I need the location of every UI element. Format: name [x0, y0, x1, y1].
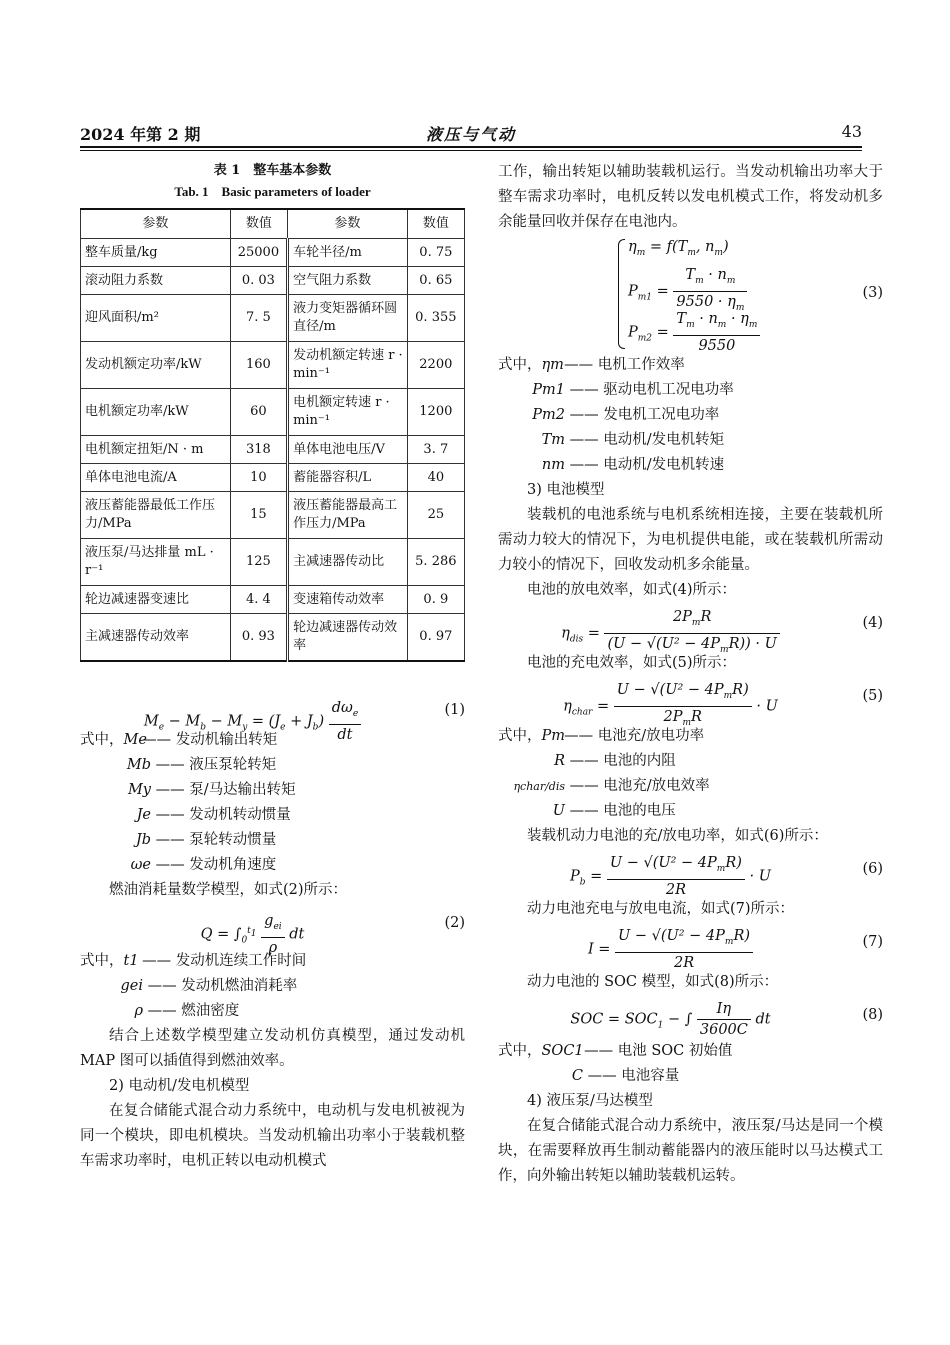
definition-item: gei —— 发动机燃油消耗率	[120, 978, 298, 994]
table-cell: 单体电池电压/V	[288, 436, 408, 464]
table-cell: 发动机额定功率/kW	[81, 342, 231, 389]
equation-8-formula: SOC = $SOC_1$ − ∫ $\frac{I\eta}{3600C}$ dt	[570, 1001, 771, 1038]
table-row	[81, 539, 465, 586]
equation-4-number: (4)	[862, 615, 883, 631]
issue-label: 2024 年第 2 期	[80, 125, 201, 144]
charge-intro: 电池的充电效率，如式(5)所示：	[527, 655, 737, 671]
table-cell: 电机额定功率/kW	[81, 389, 231, 436]
definition-item: nm —— 电动机/发电机转速	[541, 457, 725, 473]
equation-7-formula: I = $\frac{U - √(U^2 - 4P_mR)}{2R}$	[498, 926, 843, 973]
table-row	[81, 436, 465, 464]
table-cell: 15	[230, 492, 287, 539]
header-rule	[80, 146, 862, 148]
table-row	[81, 295, 465, 342]
discharge-intro: 电池的放电效率，如式(4)所示：	[527, 582, 737, 598]
definitions-1	[80, 728, 465, 878]
definition-item: Pm2 —— 发电机工况电功率	[532, 407, 720, 423]
table-cell: 0. 97	[407, 614, 464, 662]
section-heading: 4) 液压泵/马达模型	[527, 1093, 653, 1109]
table-cell: 4. 4	[230, 586, 287, 614]
table-cell: 0. 03	[230, 267, 287, 295]
table-cell: 318	[230, 436, 287, 464]
equation-3-brace	[618, 239, 625, 349]
equation-8-number: (8)	[862, 1007, 883, 1023]
table-cell: 液力变矩器循环圆直径/m	[288, 295, 408, 342]
header-rule-thin	[80, 150, 862, 151]
equation-5	[498, 676, 883, 728]
table-cell: 10	[230, 464, 287, 492]
definitions-5	[498, 724, 883, 824]
equation-3-row: $P_{m1}$ = $\frac{T_m \cdot n_m}{9550 \cdot \eta_m}$	[628, 265, 747, 318]
soc-intro: 动力电池的 SOC 模型，如式(8)所示：	[527, 974, 779, 990]
table-cell: 空气阻力系数	[288, 267, 408, 295]
equation-6-formula: $P_b$ = $\frac{U - √(U^2 - 4P_mR)}{2R}$ · U	[570, 855, 771, 898]
table-cell: 发动机额定转速 r · min⁻¹	[288, 342, 408, 389]
definition-item: ηchar/dis —— 电池充/放电效率	[513, 778, 710, 794]
equation-3-row: $\eta_m = f(T_m$, $n_m$)	[628, 239, 729, 258]
equation-1-formula: $M_e - M_b - M_y = (J_e + J_b)$ $\frac{d\omega_e}{dt}$	[80, 698, 425, 745]
definition-item: Jb —— 泵轮转动惯量	[135, 832, 277, 848]
table-cell: 电机额定扭矩/N · m	[81, 436, 231, 464]
power-intro: 装载机动力电池的充/放电功率，如式(6)所示：	[527, 828, 828, 844]
table-row	[81, 239, 465, 267]
definition-item: ρ —— 燃油密度	[134, 1003, 240, 1019]
table-row	[81, 267, 465, 295]
parameters-table	[80, 208, 465, 662]
running-header	[80, 120, 862, 146]
table-row	[81, 464, 465, 492]
paragraph: 装载机的电池系统与电机系统相连接，主要在装载机所需动力较大的情况下，为电机提供电能，或在装载机所需动力较小的情况下，回收发动机多余能量。	[498, 507, 883, 573]
equation-2	[80, 903, 465, 956]
definition-item: 式中，ηm —— 电机工作效率	[498, 357, 685, 373]
table-header-row	[81, 209, 465, 239]
definition-item: 式中，t1 —— 发动机连续工作时间	[80, 953, 307, 969]
definition-item: Tm —— 电动机/发电机转矩	[541, 432, 725, 448]
table-cell: 2200	[407, 342, 464, 389]
equation-2-number: (2)	[444, 915, 465, 931]
table-cell: 5. 286	[407, 539, 464, 586]
definition-item: ωe —— 发动机角速度	[130, 857, 277, 873]
table-row	[81, 586, 465, 614]
definitions-8	[498, 1039, 883, 1089]
left-column	[80, 160, 465, 1174]
col-header: 参数	[81, 209, 231, 239]
table-cell: 单体电池电流/A	[81, 464, 231, 492]
definition-item: 式中，Me —— 发动机输出转矩	[80, 732, 278, 748]
definition-item: My —— 泵/马达输出转矩	[127, 782, 296, 798]
definition-item: Mb —— 液压泵轮转矩	[126, 757, 277, 773]
equation-6	[498, 849, 883, 897]
table-row	[81, 342, 465, 389]
table-cell: 轮边减速器变速比	[81, 586, 231, 614]
table-cell: 蓄能器容积/L	[288, 464, 408, 492]
table-cell: 轮边减速器传动效率	[288, 614, 408, 662]
definition-item: Pm1 —— 驱动电机工况电功率	[532, 382, 734, 398]
equation-3-row: $P_{m2}$ = $\frac{T_m \cdot n_m \cdot \eta_m}{9550}$	[628, 309, 760, 356]
current-intro: 动力电池充电与放电电流，如式(7)所示：	[527, 901, 795, 917]
definition-item: Je —— 发动机转动惯量	[136, 807, 291, 823]
right-column	[498, 160, 883, 1189]
table-cell: 25000	[230, 239, 287, 267]
equation-7	[498, 922, 883, 970]
equation-7-number: (7)	[862, 934, 883, 950]
col-header: 数值	[230, 209, 287, 239]
definition-item: R —— 电池的内阻	[554, 753, 676, 769]
table-caption-cn: 表 1 整车基本参数	[213, 163, 332, 178]
paragraph: 工作，输出转矩以辅助装载机运行。当发动机输出功率大于整车需求功率时，电机反转以发电机模式工作，将发动机多余能量回收并保存在电池内。	[498, 164, 883, 230]
table-cell: 0. 65	[407, 267, 464, 295]
table-cell: 0. 75	[407, 239, 464, 267]
equation-5-number: (5)	[862, 688, 883, 704]
table-cell: 液压蓄能器最低工作压力/MPa	[81, 492, 231, 539]
col-header: 数值	[407, 209, 464, 239]
table-cell: 125	[230, 539, 287, 586]
definition-item: C —— 电池容量	[571, 1068, 680, 1084]
definition-item: U —— 电池的电压	[552, 803, 676, 819]
table-cell: 车轮半径/m	[288, 239, 408, 267]
table-cell: 40	[407, 464, 464, 492]
table-cell: 0. 93	[230, 614, 287, 662]
table-cell: 液压泵/马达排量 mL · r⁻¹	[81, 539, 231, 586]
equation-1-number: (1)	[444, 702, 465, 718]
table-cell: 滚动阻力系数	[81, 267, 231, 295]
table-cell: 电机额定转速 r · min⁻¹	[288, 389, 408, 436]
table-cell: 0. 9	[407, 586, 464, 614]
table-caption-en: Tab. 1 Basic parameters of loader	[174, 184, 371, 199]
page-number: 43	[841, 122, 862, 141]
paragraph: 结合上述数学模型建立发动机仿真模型，通过发动机 MAP 图可以插值得到燃油效率。	[80, 1028, 465, 1069]
table-cell: 主减速器传动比	[288, 539, 408, 586]
equation-5-formula: $\eta_{char}$ = $\frac{U - √(U^2 - 4P_mR)}{2P_mR}$ · U	[563, 682, 778, 728]
paragraph: 在复合储能式混合动力系统中，电动机与发电机被视为同一个模块，即电机模块。当发动机输出功率小于装载机整车需求功率时，电机正转以电动机模式	[80, 1103, 465, 1169]
table-cell: 液压蓄能器最高工作压力/MPa	[288, 492, 408, 539]
table-cell: 主减速器传动效率	[81, 614, 231, 662]
equation-4	[498, 603, 883, 655]
table-cell: 25	[407, 492, 464, 539]
fuel-model-intro: 燃油消耗量数学模型，如式(2)所示：	[109, 882, 348, 898]
table-cell: 60	[230, 389, 287, 436]
table-cell: 1200	[407, 389, 464, 436]
table-cell: 整车质量/kg	[81, 239, 231, 267]
definition-item: 式中，Pm —— 电池充/放电功率	[498, 728, 705, 744]
equation-8	[498, 995, 883, 1039]
table-cell: 7. 5	[230, 295, 287, 342]
equation-3-number: (3)	[862, 285, 883, 301]
equation-6-number: (6)	[862, 861, 883, 877]
table-cell: 变速箱传动效率	[288, 586, 408, 614]
equation-3	[498, 235, 883, 353]
table-cell: 迎风面积/m²	[81, 295, 231, 342]
table-cell: 160	[230, 342, 287, 389]
equation-2-formula: $Q = \int_0^{t_1}$ $\frac{g_{ei}}{\rho}$ dt	[200, 913, 305, 956]
table-row	[81, 389, 465, 436]
journal-title: 液压与气动	[425, 125, 516, 144]
table-row	[81, 492, 465, 539]
equation-4-formula: $\eta_{dis}$ = $\frac{2P_mR}{(U - √(U^2 - 4P_mR)) \cdot U}$	[498, 607, 843, 660]
table-cell: 0. 355	[407, 295, 464, 342]
definitions-2	[80, 949, 465, 1024]
section-heading: 3) 电池模型	[527, 482, 605, 498]
col-header: 参数	[288, 209, 408, 239]
table-cell: 3. 7	[407, 436, 464, 464]
section-heading: 2) 电动机/发电机模型	[109, 1078, 250, 1094]
definitions-3	[498, 353, 883, 478]
table-row	[81, 614, 465, 662]
definition-item: 式中，SOC1 —— 电池 SOC 初始值	[498, 1043, 733, 1059]
paragraph: 在复合储能式混合动力系统中，液压泵/马达是同一个模块，在需要释放再生制动蓄能器内的液压能时以马达模式工作，向外输出转矩以辅助装载机运转。	[498, 1118, 883, 1184]
